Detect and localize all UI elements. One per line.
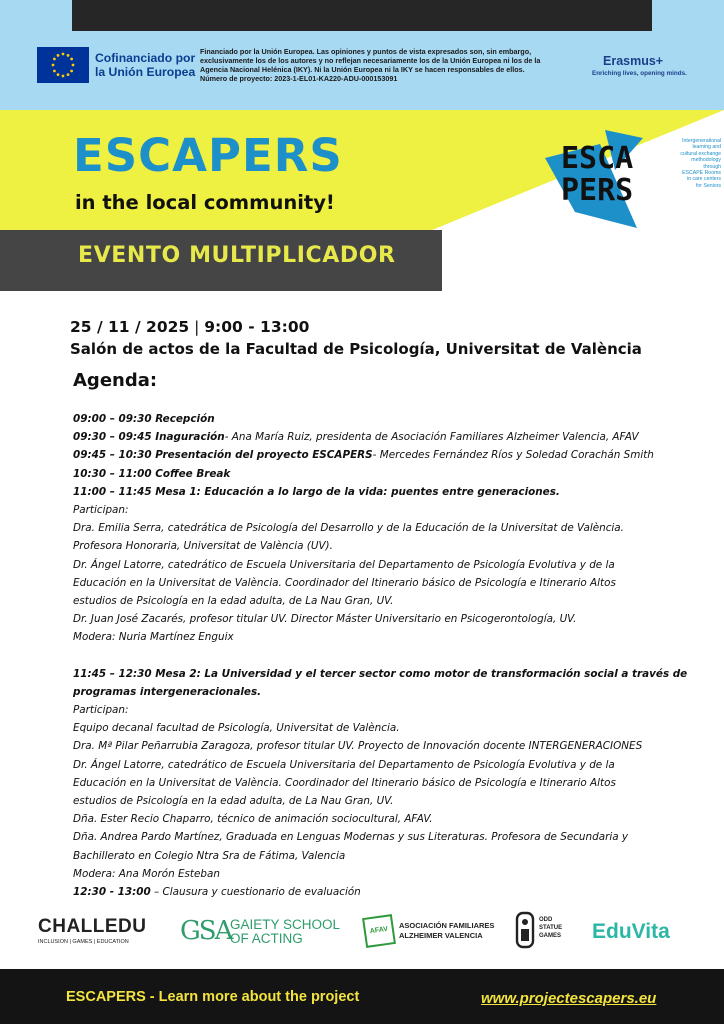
event-title: EVENTO MULTIPLICADOR <box>78 243 396 268</box>
cofinanced-label <box>95 51 195 79</box>
cofinanced-line-2: la Unión Europea <box>95 65 196 79</box>
tagline-line: for Seniors <box>695 182 721 189</box>
gaiety-mark: GSA <box>180 916 232 946</box>
odd-line-2: STATUE <box>539 925 563 931</box>
disclaimer-line: Agencia Nacional Helénica (IKY). Ni la Unión Europea ni la IKY se hacen responsables de ellos. <box>200 65 525 74</box>
agenda-line <box>73 756 673 774</box>
agenda-heading: Agenda: <box>73 370 158 391</box>
agenda-line-text: Dra. Mª Pilar Peñarrubia Zaragoza, profesor titular UV. Proyecto de Innovación docente INTERGENERACIONES <box>73 740 643 753</box>
agenda-line-bold: 09:45 – 10:30 Presentación del proyecto ESCAPERS <box>73 449 373 462</box>
event-time: 9:00 - 13:00 <box>204 318 310 336</box>
event-venue: Salón de actos de la Facultad de Psicología, Universitat de València <box>70 340 642 358</box>
logo-tagline <box>641 138 721 189</box>
agenda-line-text: Participan: <box>73 704 129 716</box>
challedu-logo <box>38 916 147 945</box>
afav-line-2: ALZHEIMER VALENCIA <box>399 931 483 940</box>
agenda-line-text: estudios de Psicología en la edad adulta, de La Nau Gran, UV. <box>73 594 394 607</box>
agenda-line <box>73 556 673 574</box>
agenda-line <box>73 810 673 828</box>
agenda-line-text: Dr. Juan José Zacarés, profesor titular UV. Director Máster Universitario en Psicogerontología, UV. <box>73 613 577 626</box>
agenda-line <box>73 483 673 501</box>
escapers-logo <box>545 130 655 230</box>
agenda-line <box>73 701 673 719</box>
tagline-line: in care centers <box>686 176 721 183</box>
tagline-line: through <box>703 163 721 170</box>
agenda-line <box>73 774 673 792</box>
project-website-link[interactable]: www.projectescapers.eu <box>481 990 657 1007</box>
tagline-line: ESCAPE Rooms <box>682 170 721 177</box>
disclaimer-line: Número de proyecto: 2023-1-EL01-KA220-ADU-000153091 <box>200 74 398 83</box>
agenda-line <box>73 683 673 701</box>
afav-line-1: ASOCIACIÓN FAMILIARES <box>399 921 495 930</box>
agenda-line-bold: 11:00 – 11:45 Mesa 1: Educación a lo largo de la vida: puentes entre generaciones. <box>73 485 560 498</box>
agenda-line <box>73 865 673 883</box>
agenda-line <box>73 574 673 592</box>
eu-flag-icon <box>37 47 89 83</box>
tagline-line: learning and <box>692 144 721 151</box>
agenda-line <box>73 592 673 610</box>
agenda-line-text: Dña. Andrea Pardo Martínez, Graduada en Lenguas Modernas y sus Literaturas. Profesora de Secundaria y <box>73 831 629 844</box>
footer-tagline <box>66 989 359 1005</box>
agenda-line <box>73 665 688 683</box>
agenda-line-bold: 11:45 – 12:30 Mesa 2: La Universidad y el tercer sector como motor de transformación social a través de <box>73 667 688 680</box>
agenda-line <box>73 465 673 483</box>
statue-icon <box>514 910 536 950</box>
agenda-line-text: Dra. Emilia Serra, catedrática de Psicología del Desarrollo y de la Educación de la Universitat de València. <box>73 522 624 535</box>
gaiety-line-1: GAIETY SCHOOL <box>230 917 341 932</box>
eduvita-logo: EduVita <box>592 920 670 943</box>
agenda-line-text: estudios de Psicología en la edad adulta, de La Nau Gran, UV. <box>73 794 394 807</box>
agenda-line <box>73 646 673 664</box>
logo-line-2: PERS <box>561 173 634 208</box>
agenda-line <box>73 828 673 846</box>
page-subtitle: in the local community! <box>75 191 335 214</box>
agenda-line <box>73 410 673 428</box>
agenda-line-text: Equipo decanal facultad de Psicología, Universitat de València. <box>73 722 400 735</box>
challedu-subtitle: INCLUSION | GAMES | EDUCATION <box>38 939 129 945</box>
page-title: ESCAPERS <box>73 129 343 182</box>
erasmus-tagline: Enriching lives, opening minds. <box>592 70 687 77</box>
agenda-line-text: - Mercedes Fernández Ríos y Soledad Corachán Smith <box>372 449 654 462</box>
agenda-line-text: – Clausura y cuestionario de evaluación <box>150 885 361 898</box>
event-date: 25 / 11 / 2025 <box>70 318 190 336</box>
footer-brand: ESCAPERS <box>66 989 146 1005</box>
agenda-line-bold: 09:30 – 09:45 Inaguración <box>73 431 225 444</box>
disclaimer-line: exclusivamente los de los autores y no reflejan necesariamente los de la Unión Europea ni los de la <box>200 56 541 65</box>
agenda-line <box>73 737 673 755</box>
agenda-line <box>73 883 673 901</box>
partner-logos <box>0 908 724 964</box>
cofinanced-line-1: Cofinanciado por <box>95 51 196 65</box>
agenda-line-text: Modera: Nuria Martínez Enguix <box>73 631 234 644</box>
odd-line-1: ODD <box>539 917 553 923</box>
agenda-line-text: Educación en la Universitat de València. Coordinador del Itinerario básico de Psicología e Itinerario Altos <box>73 776 616 789</box>
tagline-line: Intergenerational <box>682 138 721 144</box>
agenda-line <box>73 537 673 555</box>
agenda-line-text: - Ana María Ruiz, presidenta de Asociación Familiares Alzheimer Valencia, AFAV <box>224 431 639 444</box>
gaiety-line-2: OF ACTING <box>230 931 303 946</box>
agenda-line <box>73 847 673 865</box>
agenda-line-text: Dr. Ángel Latorre, catedrático de Escuela Universitaria del Departamento de Psicología Evolutiva y de la <box>73 558 615 571</box>
agenda-line-text: Dr. Ángel Latorre, catedrático de Escuela Universitaria del Departamento de Psicología Evolutiva y de la <box>73 758 615 771</box>
agenda-line <box>73 628 673 646</box>
afav-mark: AFAV <box>362 914 396 948</box>
odd-statue-logo <box>514 910 563 954</box>
agenda-line <box>73 610 673 628</box>
agenda-line-text: Profesora Honoraria, Universitat de València (UV). <box>73 540 333 553</box>
agenda-line <box>73 719 673 737</box>
agenda-line <box>73 792 673 810</box>
agenda-line-text: Dña. Ester Recio Chaparro, técnico de animación sociocultural, AFAV. <box>73 813 433 826</box>
odd-line-3: GAMES <box>539 933 562 939</box>
eu-disclaimer <box>200 47 570 83</box>
tagline-line: methodology <box>691 157 721 164</box>
logo-line-1: ESCA <box>561 141 634 176</box>
agenda-line <box>73 519 673 537</box>
agenda-line-text: Participan: <box>73 503 129 516</box>
top-dark-bar <box>72 0 652 31</box>
agenda-line-text: Modera: Ana Morón Esteban <box>73 867 220 880</box>
agenda-line <box>73 446 673 464</box>
event-date-time: 25 / 11 / 2025 | 9:00 - 13:00 <box>70 318 310 336</box>
disclaimer-line: Financiado por la Unión Europea. Las opiniones y puntos de vista expresados son, sin embargo, <box>200 47 532 56</box>
agenda-line <box>73 428 673 446</box>
agenda-line-bold: programas intergeneracionales. <box>73 685 262 698</box>
agenda-line <box>73 501 673 519</box>
agenda-line-bold: 09:00 – 09:30 Recepción <box>73 413 215 425</box>
agenda-list <box>73 410 688 901</box>
agenda-line-bold: 10:30 – 11:00 Coffee Break <box>73 467 231 480</box>
challedu-name: CHALLEDU <box>38 916 147 937</box>
agenda-line-bold: 12:30 - 13:00 <box>73 885 151 898</box>
agenda-line-text: Bachillerato en Colegio Ntra Sra de Fátima, Valencia <box>73 849 346 862</box>
agenda-line-text: Educación en la Universitat de València. Coordinador del Itinerario básico de Psicología e Itinerario Altos <box>73 576 616 589</box>
footer-tagline-text: - Learn more about the project <box>145 989 360 1005</box>
tagline-line: cultural exchange <box>680 150 721 157</box>
erasmus-logo: Erasmus+ <box>603 54 664 68</box>
